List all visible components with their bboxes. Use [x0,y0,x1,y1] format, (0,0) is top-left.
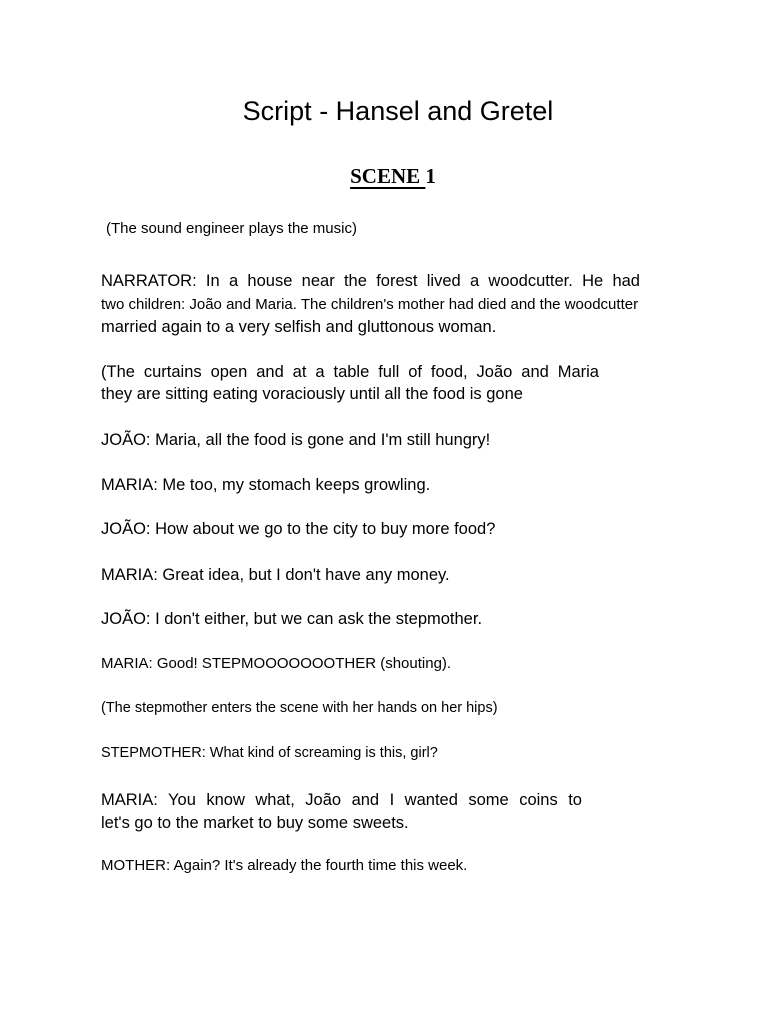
joao-line-2: JOÃO: How about we go to the city to buy more food? [101,520,496,538]
narrator-line-1-text: NARRATOR: In a house near the forest lived a woodcutter. He had [101,272,640,290]
narrator-line-1 [101,270,640,293]
stage-direction-curtains-1-text: (The curtains open and at a table full of food, João and Maria [101,363,599,381]
maria-line-1: MARIA: Me too, my stomach keeps growling. [101,476,431,494]
scene-heading-label: SCENE [350,164,426,188]
maria-line-4a-text: MARIA: You know what, João and I wanted some coins to [101,791,582,809]
stage-direction-curtains-1 [101,361,599,384]
scene-heading-number: 1 [425,164,436,188]
stage-direction-stepmother: (The stepmother enters the scene with her hands on her hips) [101,700,498,716]
narrator-line-3: married again to a very selfish and gluttonous woman. [101,318,497,336]
stage-direction-curtains-2: they are sitting eating voraciously until all the food is gone [101,385,523,403]
maria-line-2: MARIA: Great idea, but I don't have any money. [101,566,450,584]
maria-line-3: MARIA: Good! STEPMOOOOOOOTHER (shouting). [101,655,452,672]
stepmother-line-1: STEPMOTHER: What kind of screaming is this, girl? [101,745,438,761]
scene-heading [0,162,768,190]
maria-line-4b: let's go to the market to buy some sweets. [101,814,409,832]
maria-line-4a [101,789,582,812]
joao-line-1: JOÃO: Maria, all the food is gone and I'm still hungry! [101,431,491,449]
narrator-line-2: two children: João and Maria. The children's mother had died and the woodcutter [101,296,639,313]
joao-line-3: JOÃO: I don't either, but we can ask the stepmother. [101,610,483,628]
stage-direction-sound: (The sound engineer plays the music) [106,220,357,237]
document-title: Script - Hansel and Gretel [242,96,554,126]
mother-line-1: MOTHER: Again? It's already the fourth time this week. [101,857,468,874]
